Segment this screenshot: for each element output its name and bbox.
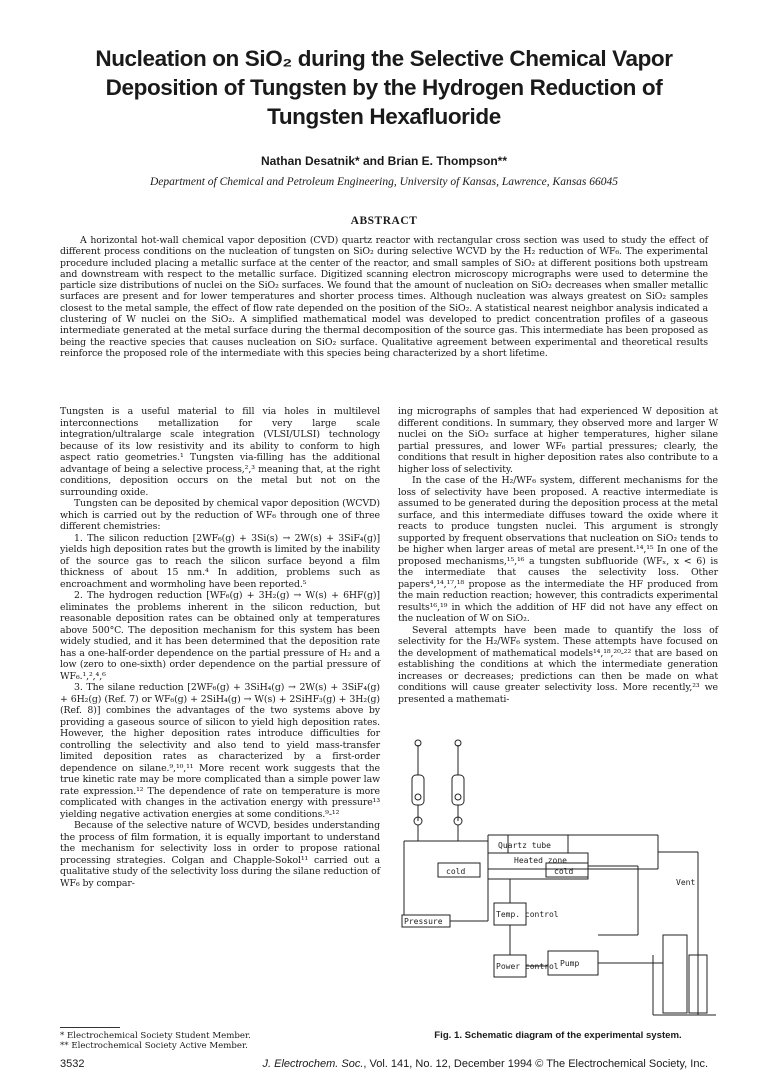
label-temp-control: Temp. control bbox=[496, 910, 559, 919]
right-column bbox=[398, 406, 718, 705]
body-paragraph: 2. The hydrogen reduction [WF₆(g) + 3H₂(g) → W(s) + 6HF(g)] eliminates the problems inherent in the silicon reduction, but reasonable deposition rates can be obtained only at temperatures above 500°C. The deposition mechanism for this system has been widely studied, and it has been determined that the deposition rate has a one-half-order dependence on the partial pressure of H₂ and a low (zero to one-sixth) order dependence on the partial pressure of WF₆.¹,²,⁴,⁶ bbox=[60, 590, 380, 682]
body-paragraph: 3. The silane reduction [2WF₆(g) + 3SiH₄(g) → 2W(s) + 3SiF₄(g) + 6H₂(g) (Ref. 7) or WF₆(g) + 2SiH₄(g) → W(s) + 2SiHF₃(g) + 3H₂(g) (Ref. 8)] combines the advantages of the two systems above by providing a gaseous source of silicon to yield high deposition rates. However, the higher deposition rates introduce difficulties for controlling the selectivity and also tend to yield mass-transfer limited deposition rates as characterized by a first-order dependence on silane.⁹,¹⁰,¹¹ More recent work suggests that the true kinetic rate may be more complicated than a simple power law rate expression.¹² The dependence of rate on temperature is more complicated with changes in the activation energy with pressure¹³ yielding negative activation energies at some conditions.⁹-¹² bbox=[60, 682, 380, 820]
experimental-system-figure bbox=[398, 735, 718, 1023]
label-pump: Pump bbox=[560, 959, 580, 968]
body-paragraph: Tungsten can be deposited by chemical vapor deposition (WCVD) which is carried out by the reduction of WF₆ through one of three different chemistries: bbox=[60, 498, 380, 532]
left-column bbox=[60, 406, 380, 889]
label-quartz-tube: Quartz tube bbox=[498, 841, 551, 850]
label-cold-right: cold bbox=[554, 867, 574, 876]
page-number: 3532 bbox=[60, 1058, 85, 1070]
figure-caption: Fig. 1. Schematic diagram of the experimental system. bbox=[434, 1030, 682, 1041]
label-cold-left: cold bbox=[446, 867, 466, 876]
author-line: Nathan Desatnik* and Brian E. Thompson** bbox=[260, 154, 508, 168]
journal-name: J. Electrochem. Soc. bbox=[262, 1058, 364, 1070]
body-paragraph: 1. The silicon reduction [2WF₆(g) + 3Si(s) → 2W(s) + 3SiF₄(g)] yields high deposition rates but the growth is limited by the inability of the source gas to reach the silicon surface beyond a film thickness of about 15 nm.⁴ In addition, problems such as encroachment and wormholing have been reported.⁵ bbox=[60, 532, 380, 590]
schematic-diagram bbox=[398, 735, 718, 1023]
body-paragraph: Tungsten is a useful material to fill via holes in multilevel interconnections metallization for very large scale integration/ultralarge scale integration (VLSI/ULSI) technology because of its low resistivity and its ability to conform to high aspect ratio geometries.¹ Tungsten via-filling has the additional advantage of being a selective process,²,³ meaning that, at the right conditions, deposition occurs on the metal but not on the surrounding oxide. bbox=[60, 406, 380, 498]
paper-title: Nucleation on SiO₂ during the Selective Chemical Vapor Deposition of Tungsten by the Hydrogen Reduction of Tungsten Hexafluoride bbox=[95, 46, 673, 129]
abstract-heading: ABSTRACT bbox=[350, 215, 418, 227]
abstract-text: A horizontal hot-wall chemical vapor deposition (CVD) quartz reactor with rectangular cross section was used to study the effect of different process conditions on the nucleation of tungsten on SiO₂ during selective WCVD by the H₂ reduction of WF₆. The experimental procedure included placing a metallic surface at the center of the reactor, and small samples of SiO₂ at different positions both upstream and downstream with respect to the metallic surface. Digitized scanning electron microscopy micrographs were used to determine the particle size distributions of nuclei on the SiO₂ surfaces. We found that the amount of nucleation on SiO₂ decreases when smaller metallic surfaces are present and for lower temperatures and shorter process times. Although nucleation was always greatest on SiO₂ samples closest to the metal sample, the effect of flow rate depended on the position of the SiO₂. A statistical nearest neighbor analysis indicated a clustering of W nuclei on the SiO₂. A simplified mathematical model was developed to predict concentration profiles of a gaseous intermediate generated at the metal surface during the thermal decomposition of the source gas. This intermediate has been proposed as being the reactive species that causes nucleation on SiO₂ surface. Qualitative agreement between experimental and theoretical results reinforce the proposed role of the intermediate with this species being characterized by a short lifetime. bbox=[60, 235, 708, 359]
label-heated-zone: Heated zone bbox=[514, 856, 567, 865]
journal-issue: , Vol. 141, No. 12, December 1994 © The Electrochemical Society, Inc. bbox=[363, 1058, 708, 1070]
label-vent: Vent bbox=[676, 878, 696, 887]
label-pressure: Pressure bbox=[404, 917, 443, 926]
journal-citation bbox=[263, 1058, 708, 1070]
body-paragraph: Because of the selective nature of WCVD, besides understanding the process of film formation, it is equally important to understand the mechanism for selectivity loss in order to propose rational processing strategies. Colgan and Chapple-Sokol¹¹ carried out a qualitative study of the selectivity loss during the silane reduction of WF₆ by compar- bbox=[60, 820, 380, 889]
affiliation: Department of Chemical and Petroleum Engineering, University of Kansas, Lawrence, Kansas 66045 bbox=[149, 176, 619, 188]
footnote-active-member: ** Electrochemical Society Active Member. bbox=[60, 1041, 248, 1051]
label-power-control: Power control bbox=[496, 962, 559, 971]
body-paragraph: In the case of the H₂/WF₆ system, different mechanisms for the loss of selectivity have been proposed. A reactive intermediate is assumed to be generated during the deposition process at the metal surface, and this intermediate diffuses toward the oxide where it reacts to produce tungsten nuclei. This argument is strongly supported by frequent observations that nucleation on SiO₂ tends to be higher when larger areas of metal are present.¹⁴,¹⁵ In one of the proposed mechanisms,¹⁵,¹⁶ a tungsten subfluoride (WFₓ, x < 6) is the intermediate that causes the selectivity loss. Other papers⁴,¹⁴,¹⁷,¹⁸ propose as the intermediate the HF produced from the main reduction reaction; however, this contradicts experimental results¹⁶,¹⁹ in which the addition of HF did not have any effect on the nucleation of W on SiO₂. bbox=[398, 475, 718, 624]
footnote-rule bbox=[60, 1027, 120, 1028]
body-paragraph: Several attempts have been made to quantify the loss of selectivity for the H₂/WF₆ system. These attempts have focused on the development of mathematical models¹⁴,¹⁸,²⁰-²² that are based on establishing the conditions at which the intermediate generation increases or decreases; predictions can then be made on what conditions will cause greater selectivity loss. More recently,²³ we presented a mathemati- bbox=[398, 624, 718, 705]
footnotes bbox=[60, 1031, 380, 1051]
footnote-student-member: * Electrochemical Society Student Member. bbox=[60, 1031, 251, 1041]
body-paragraph: ing micrographs of samples that had experienced W deposition at different conditions. In summary, they observed more and larger W nuclei on the SiO₂ surface at higher temperatures, higher silane partial pressures, and lower WF₆ partial pressures; clearly, the conditions that result in higher deposition rates also contribute to a higher loss of selectivity. bbox=[398, 406, 718, 475]
